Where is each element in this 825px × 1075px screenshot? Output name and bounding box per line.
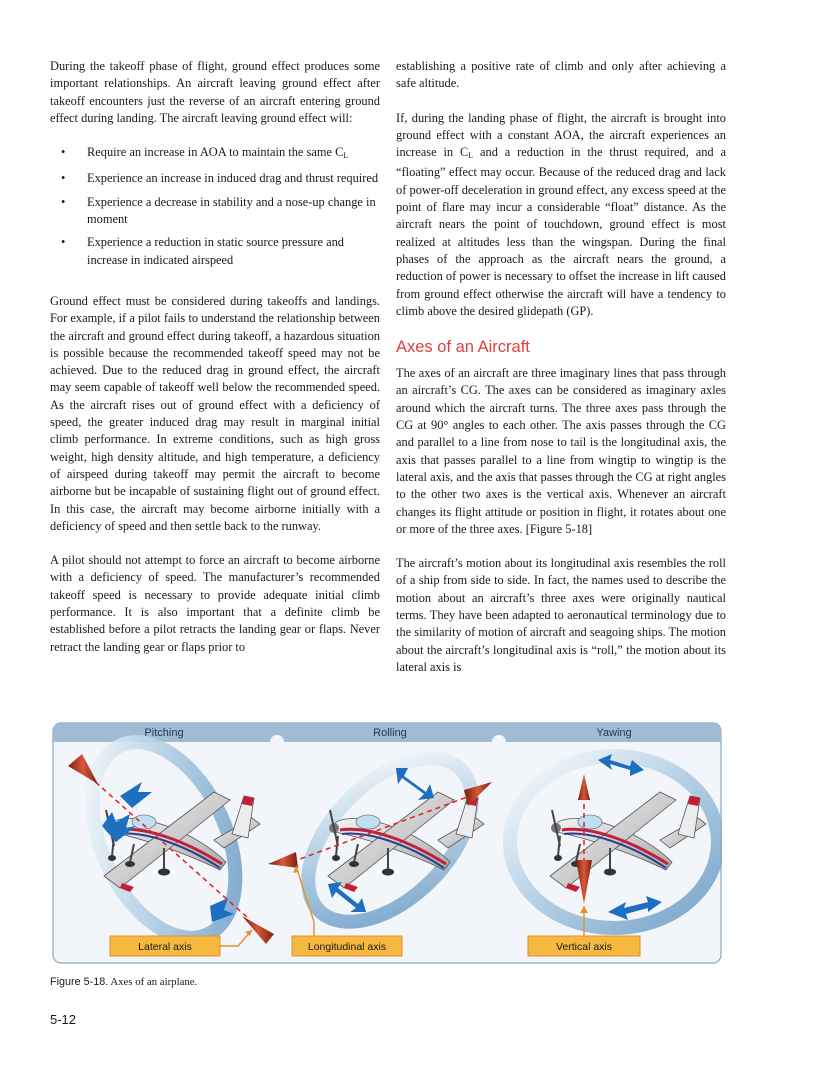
text-run: and a reduction in the thrust required, and a “floating” effect may occur. Because of the reduced drag and lack of power-off deceleration in ground effect, any excess speed at the point of flare may incur a considerable “float” distance. As the aircraft nears the point of touchdown, ground effect is most realized at altitudes less than the wingspan. During the final phases of the approach as the aircraft nears the ground, a reduction of power is necessary to offset the increase in lift caused from ground effect otherwise the aircraft will have a tendency to climb above the desired glidepath (GP). (396, 145, 726, 318)
paragraph: establishing a positive rate of climb and only after achieving a safe altitude. (396, 59, 726, 91)
bullet-list (50, 144, 380, 269)
paragraph: Ground effect must be considered during takeoffs and landings. For example, if a pilot fails to understand the relationship between the aircraft and ground effect during takeoff, a hazardous situation is possible because the recommended takeoff speed may not be achieved. Due to the reduced drag in ground effect, the aircraft may seem capable of takeoff well below the recommended speed. As the aircraft rises out of ground effect with a deficiency of speed, the greater induced drag may result in marginal initial climb performance. In extreme conditions, such as high gross weight, high density altitude, and high temperature, a deficiency of airspeed during takeoff may permit the aircraft to become airborne but be incapable of sustaining flight out of ground effect. In this case, the aircraft may become airborne initially with a deficiency of speed and then settle back to the runway. (50, 293, 380, 533)
list-item-text: Experience a decrease in stability and a nose-up change in moment (87, 194, 376, 227)
list-item (50, 170, 380, 187)
list-item (50, 234, 380, 269)
list-item-text: Experience an increase in induced drag and thrust required (87, 171, 379, 186)
bullet: • (61, 235, 66, 250)
figure-caption-label: Figure 5-18. (50, 976, 109, 988)
page-number: 5-12 (50, 1012, 77, 1027)
bullet: • (61, 145, 66, 160)
panel-title-yawing: Yawing (596, 727, 632, 739)
bullet: • (61, 171, 66, 186)
list-item-text: Experience a reduction in static source pressure and increase in indicated airspeed (87, 235, 344, 267)
paragraph (396, 110, 726, 321)
figure-caption-text: Axes of an airplane. (108, 976, 198, 988)
figure-caption (50, 976, 197, 988)
paragraph: The aircraft’s motion about its longitudinal axis resembles the roll of a ship from side to side. In fact, the names used to describe the motion about an aircraft’s three axes were originally nautical terms. They have been adapted to aeronautical terminology due to the similarity of motion of aircraft and seagoing ships. The motion about the aircraft’s longitudinal axis is “roll,” the motion about its lateral axis is (396, 556, 726, 674)
text-run: If, during the landing phase of flight, the aircraft is brought into ground effect with a constant AOA, the aircraft experiences an increase in C (396, 110, 726, 160)
paragraph: The axes of an aircraft are three imaginary lines that pass through an aircraft’s CG. The axes can be considered as imaginary axles around which the aircraft turns. The three axes pass through the CG at 90° angles to each other. The axis passes through the CG and parallel to a line from nose to tail is the longitudinal axis, the axis that passes parallel to a line from wingtip to wingtip is the lateral axis, and the axis that passes through the CG at right angles to the other two axes is the vertical axis. Whenever an aircraft changes its flight attitude or position in flight, it rotates about one or more of the three axes. [Figure 5-18] (396, 366, 726, 536)
section-heading: Axes of an Aircraft (396, 338, 530, 357)
lateral-axis-label: Lateral axis (138, 941, 192, 953)
list-item (50, 194, 380, 229)
axes-figure (52, 722, 722, 964)
paragraph: A pilot should not attempt to force an aircraft to become airborne with a deficiency of speed. The manufacturer’s recommended takeoff speed is necessary to provide adequate initial climb performance. It is also important that a definite climb be established before a pilot retracts the landing gear or flaps. Never retract the landing gear or flaps prior to (50, 553, 380, 654)
longitudinal-axis-label: Longitudinal axis (307, 941, 387, 953)
paragraph: During the takeoff phase of flight, ground effect produces some important relationships. An aircraft leaving ground effect after takeoff encounters just the reverse of an aircraft entering ground effect during landing. The aircraft leaving ground effect will: (50, 59, 380, 125)
subscript: L (468, 151, 474, 161)
subscript: L (343, 151, 349, 161)
panel-title-rolling: Rolling (373, 727, 407, 739)
vertical-axis-label: Vertical axis (555, 941, 613, 953)
list-item (50, 144, 380, 164)
list-item-text: Require an increase in AOA to maintain the same C (87, 145, 344, 160)
left-column (50, 58, 380, 673)
right-column (396, 58, 726, 693)
panel-title-pitching: Pitching (144, 727, 184, 739)
bullet: • (61, 194, 66, 209)
